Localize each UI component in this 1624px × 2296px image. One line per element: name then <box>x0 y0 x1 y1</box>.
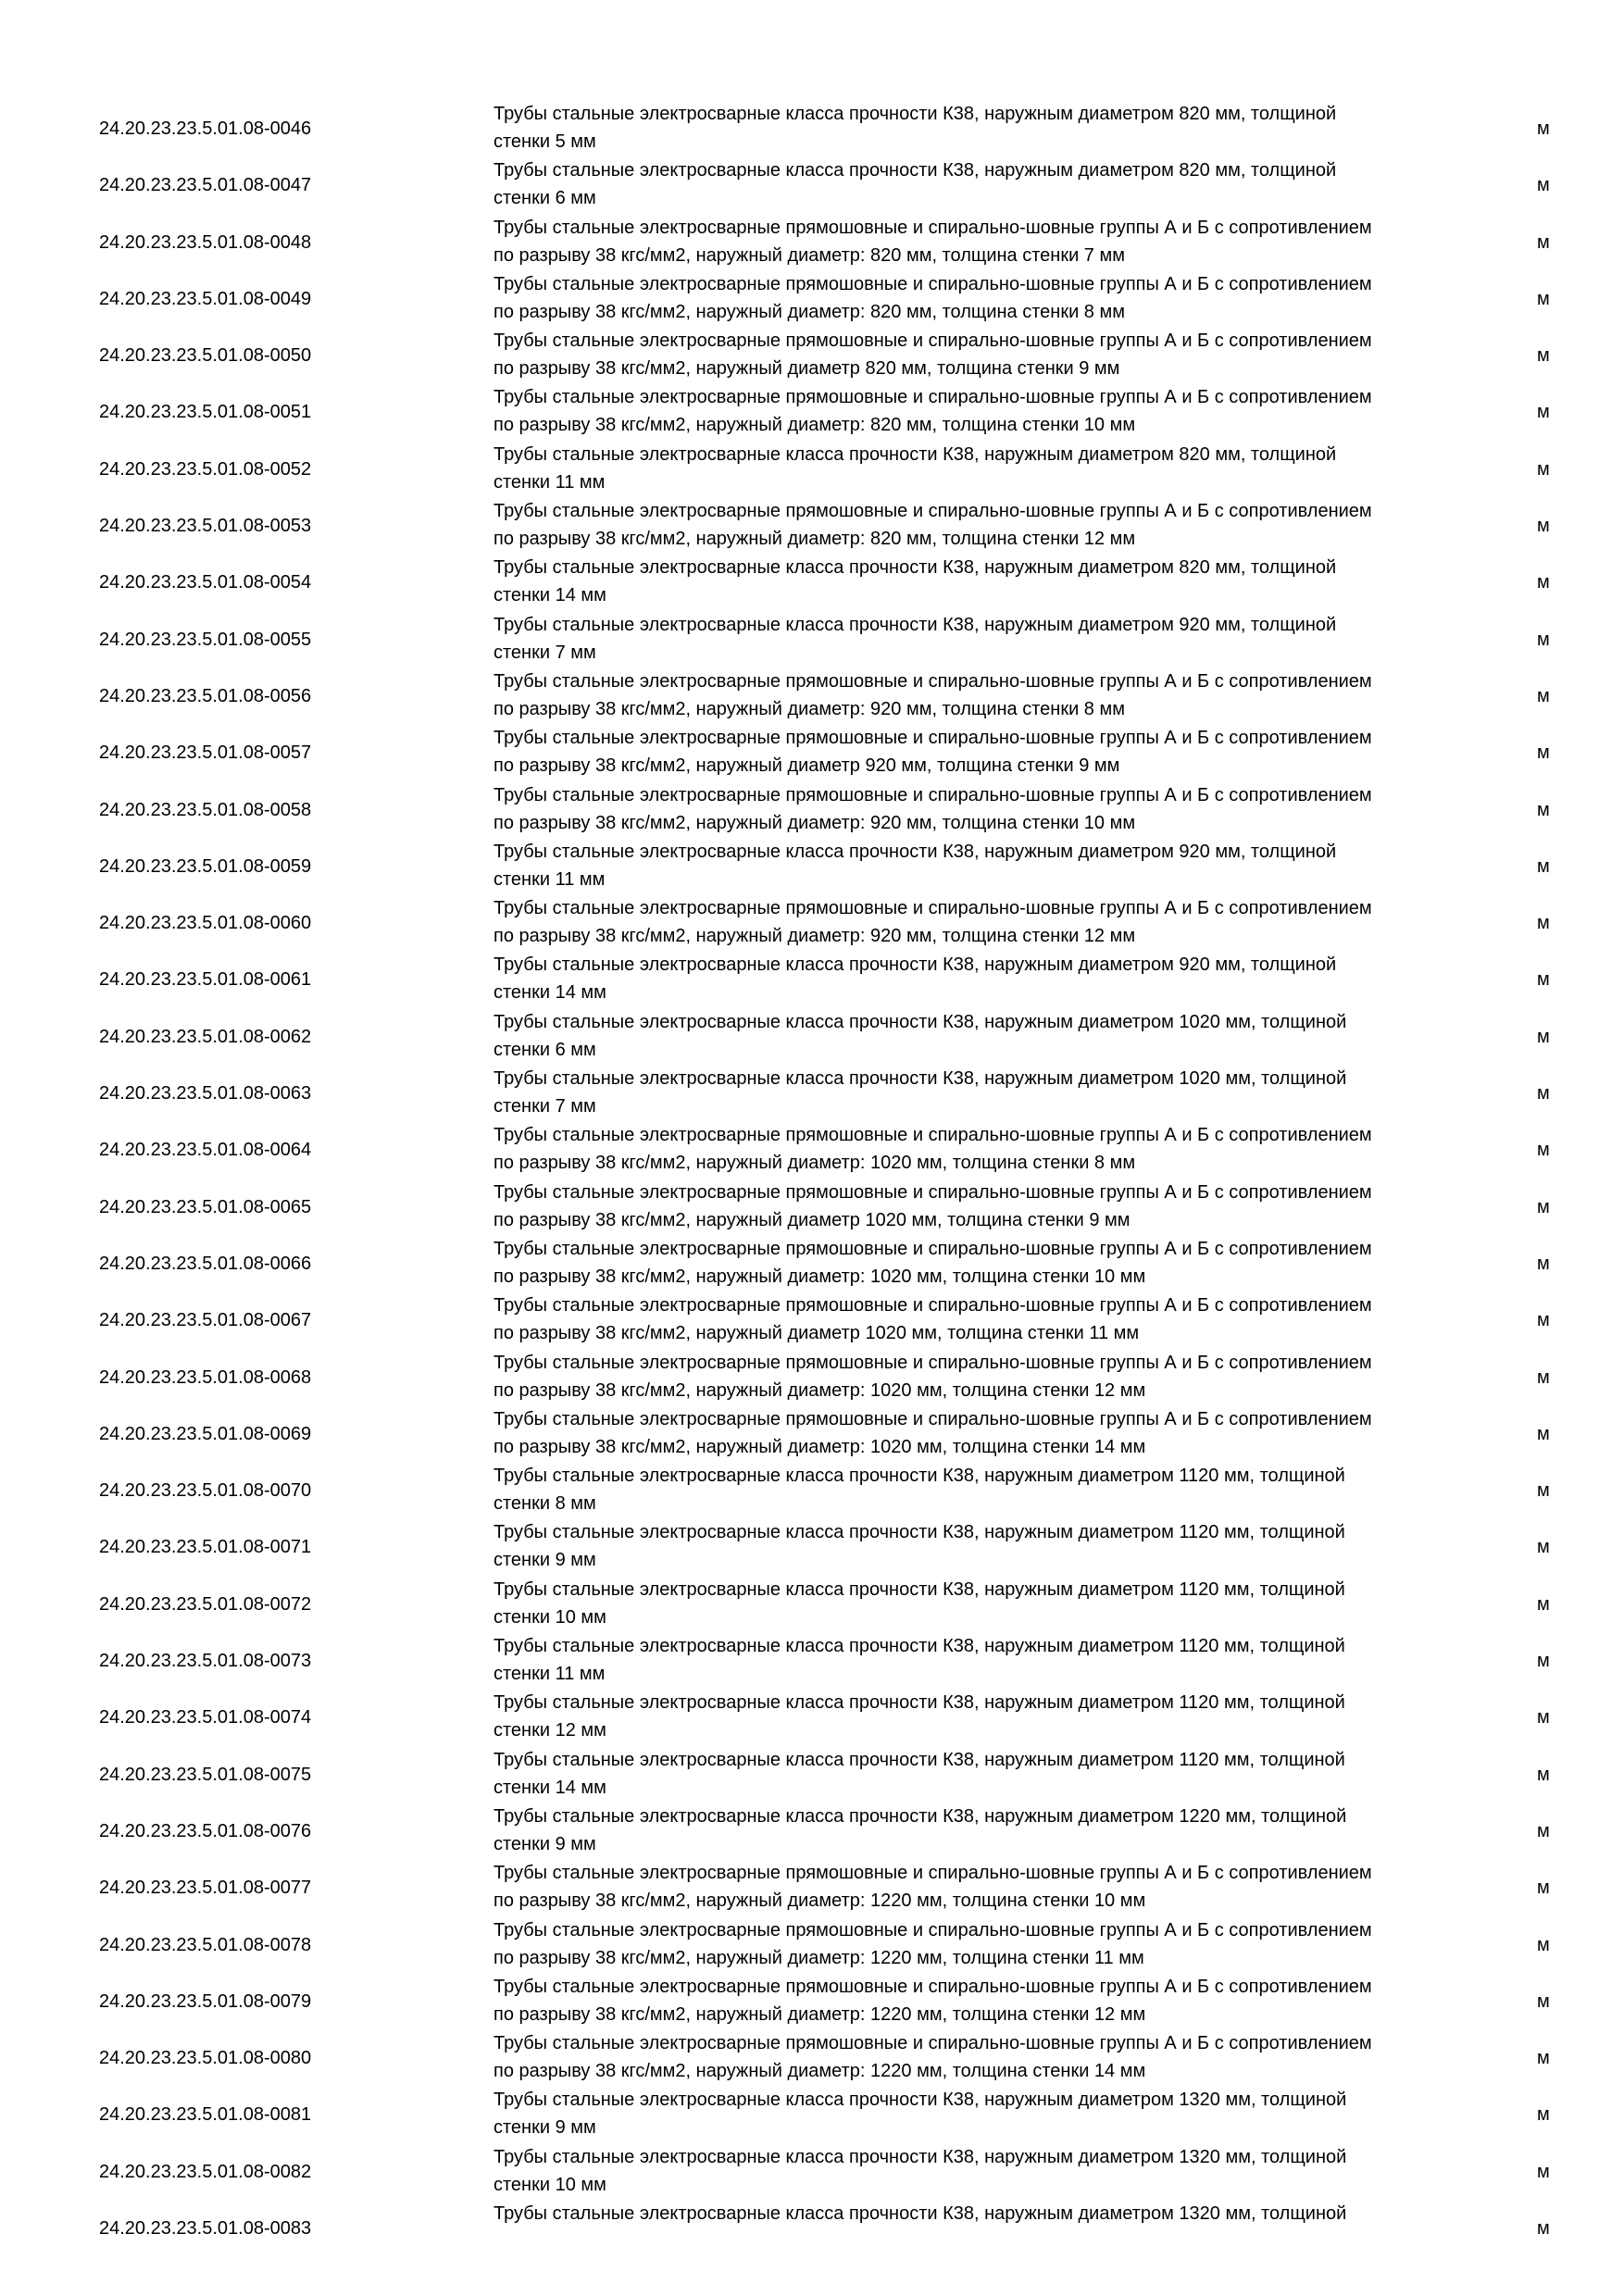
unit-of-measure: м <box>1537 1593 1550 1615</box>
description-line-2: стенки 14 мм <box>493 585 606 606</box>
table-row <box>0 1405 1624 1462</box>
unit-of-measure: м <box>1537 458 1550 480</box>
resource-code: 24.20.23.23.5.01.08-0078 <box>99 1934 312 1955</box>
description-line-1: Трубы стальные электросварные прямошовные и спирально-шовные группы А и Б с сопротивлением <box>493 898 1372 919</box>
description-line-1: Трубы стальные электросварные прямошовные и спирально-шовные группы А и Б с сопротивлением <box>493 728 1372 749</box>
resource-code: 24.20.23.23.5.01.08-0055 <box>99 629 312 650</box>
description-line-2: по разрыву 38 кгс/мм2, наружный диаметр 1020 мм, толщина стенки 11 мм <box>493 1323 1140 1344</box>
resource-description <box>493 1518 1493 1574</box>
resource-description <box>493 1179 1493 1234</box>
unit-of-measure: м <box>1537 685 1550 706</box>
unit-of-measure: м <box>1537 2217 1550 2239</box>
resource-code: 24.20.23.23.5.01.08-0048 <box>99 231 312 253</box>
resource-description <box>493 894 1493 950</box>
resource-code: 24.20.23.23.5.01.08-0067 <box>99 1310 312 1331</box>
unit-of-measure: м <box>1537 516 1550 537</box>
resource-description <box>493 1632 1493 1688</box>
description-line-1: Трубы стальные электросварные класса прочности К38, наружным диаметром 1220 мм, толщиной <box>493 1805 1347 1827</box>
resource-description <box>493 1746 1493 1802</box>
description-line-2: по разрыву 38 кгс/мм2, наружный диаметр: 820 мм, толщина стенки 7 мм <box>493 244 1125 266</box>
unit-of-measure: м <box>1537 175 1550 196</box>
table-row <box>0 1349 1624 1405</box>
description-line-1: Трубы стальные электросварные прямошовные и спирально-шовные группы А и Б с сопротивлением <box>493 1919 1372 1940</box>
table-row <box>0 554 1624 610</box>
unit-of-measure: м <box>1537 1026 1550 1047</box>
table-row <box>0 383 1624 440</box>
table-row <box>0 270 1624 327</box>
description-line-1: Трубы стальные электросварные класса прочности К38, наружным диаметром 820 мм, толщиной <box>493 104 1337 124</box>
table-row <box>0 838 1624 894</box>
unit-of-measure: м <box>1537 1764 1550 1785</box>
unit-of-measure: м <box>1537 1480 1550 1502</box>
description-line-1: Трубы стальные электросварные класса прочности К38, наружным диаметром 920 мм, толщиной <box>493 614 1337 635</box>
description-line-1: Трубы стальные электросварные прямошовные и спирально-шовные группы А и Б с сопротивлением <box>493 670 1372 692</box>
resource-code: 24.20.23.23.5.01.08-0051 <box>99 402 312 423</box>
unit-of-measure: м <box>1537 288 1550 309</box>
resource-code: 24.20.23.23.5.01.08-0054 <box>99 572 312 593</box>
description-line-2: стенки 14 мм <box>493 982 606 1004</box>
description-line-1: Трубы стальные электросварные класса прочности К38, наружным диаметром 1120 мм, толщиной <box>493 1466 1345 1487</box>
resource-description <box>493 1859 1493 1915</box>
description-line-1: Трубы стальные электросварные класса прочности К38, наружным диаметром 1120 мм, толщиной <box>493 1578 1345 1600</box>
table-row <box>0 1632 1624 1689</box>
resource-code: 24.20.23.23.5.01.08-0060 <box>99 913 312 934</box>
resource-description <box>493 838 1493 893</box>
description-line-2: стенки 7 мм <box>493 1096 596 1117</box>
description-line-1: Трубы стальные электросварные прямошовные и спирально-шовные группы А и Б с сопротивлением <box>493 387 1372 408</box>
unit-of-measure: м <box>1537 969 1550 991</box>
resource-code: 24.20.23.23.5.01.08-0068 <box>99 1366 312 1388</box>
resource-description <box>493 1973 1493 2028</box>
resource-description <box>493 1292 1493 1347</box>
description-line-2: стенки 6 мм <box>493 1039 596 1060</box>
resource-description <box>493 1405 1493 1461</box>
description-line-1: Трубы стальные электросварные прямошовные и спирально-шовные группы А и Б с сопротивлением <box>493 217 1372 238</box>
description-line-1: Трубы стальные электросварные класса прочности К38, наружным диаметром 1120 мм, толщиной <box>493 1692 1345 1714</box>
description-line-2: по разрыву 38 кгс/мм2, наружный диаметр: 820 мм, толщина стенки 12 мм <box>493 529 1136 550</box>
description-line-2: по разрыву 38 кгс/мм2, наружный диаметр 1020 мм, толщина стенки 9 мм <box>493 1209 1131 1230</box>
description-line-2: по разрыву 38 кгс/мм2, наружный диаметр: 1220 мм, толщина стенки 10 мм <box>493 1890 1146 1912</box>
resource-code: 24.20.23.23.5.01.08-0073 <box>99 1651 312 1672</box>
table-row <box>0 2029 1624 2086</box>
description-line-2: по разрыву 38 кгс/мм2, наружный диаметр 920 мм, толщина стенки 9 мм <box>493 755 1120 777</box>
description-line-1: Трубы стальные электросварные класса прочности К38, наружным диаметром 820 мм, толщиной <box>493 160 1337 181</box>
description-line-2: по разрыву 38 кгс/мм2, наружный диаметр: 1220 мм, толщина стенки 11 мм <box>493 1947 1144 1968</box>
description-line-2: по разрыву 38 кгс/мм2, наружный диаметр: 1020 мм, толщина стенки 14 мм <box>493 1436 1146 1457</box>
unit-of-measure: м <box>1537 2104 1550 2126</box>
resource-code: 24.20.23.23.5.01.08-0076 <box>99 1820 312 1841</box>
resource-code: 24.20.23.23.5.01.08-0069 <box>99 1423 312 1444</box>
resource-description <box>493 951 1493 1006</box>
resource-code: 24.20.23.23.5.01.08-0072 <box>99 1593 312 1615</box>
description-line-1: Трубы стальные электросварные прямошовные и спирально-шовные группы А и Б с сопротивлением <box>493 2033 1372 2054</box>
resource-description <box>493 1689 1493 1744</box>
table-row <box>0 1462 1624 1518</box>
description-line-2: по разрыву 38 кгс/мм2, наружный диаметр: 1020 мм, толщина стенки 10 мм <box>493 1266 1146 1287</box>
resource-code: 24.20.23.23.5.01.08-0083 <box>99 2217 312 2239</box>
unit-of-measure: м <box>1537 1196 1550 1217</box>
description-line-1: Трубы стальные электросварные прямошовные и спирально-шовные группы А и Б с сопротивлением <box>493 1352 1372 1373</box>
table-row <box>0 1689 1624 1745</box>
resource-description <box>493 2200 1493 2227</box>
resource-description <box>493 1349 1493 1404</box>
resource-code: 24.20.23.23.5.01.08-0053 <box>99 516 312 537</box>
description-line-1: Трубы стальные электросварные прямошовные и спирально-шовные группы А и Б с сопротивлением <box>493 331 1372 352</box>
unit-of-measure: м <box>1537 799 1550 820</box>
description-line-2: стенки 9 мм <box>493 1833 596 1854</box>
resource-description <box>493 2029 1493 2085</box>
resource-code: 24.20.23.23.5.01.08-0046 <box>99 119 312 139</box>
resource-description <box>493 327 1493 382</box>
description-line-1: Трубы стальные электросварные прямошовные и спирально-шовные группы А и Б с сопротивлением <box>493 784 1372 805</box>
unit-of-measure: м <box>1537 572 1550 593</box>
description-line-1: Трубы стальные электросварные класса прочности К38, наружным диаметром 920 мм, толщиной <box>493 841 1337 862</box>
description-line-1: Трубы стальные электросварные класса прочности К38, наружным диаметром 820 мм, толщиной <box>493 443 1337 465</box>
description-line-1: Трубы стальные электросварные прямошовные и спирально-шовные группы А и Б с сопротивлением <box>493 1408 1372 1429</box>
description-line-2: стенки 10 мм <box>493 1606 606 1628</box>
resource-description <box>493 2086 1493 2141</box>
unit-of-measure: м <box>1537 402 1550 423</box>
resource-description <box>493 1065 1493 1120</box>
resource-description <box>493 100 1493 156</box>
table-row <box>0 781 1624 838</box>
resource-code: 24.20.23.23.5.01.08-0062 <box>99 1026 312 1047</box>
unit-of-measure: м <box>1537 1310 1550 1331</box>
description-line-1: Трубы стальные электросварные класса прочности К38, наружным диаметром 1120 мм, толщиной <box>493 1522 1345 1543</box>
description-line-1: Трубы стальные электросварные прямошовные и спирально-шовные группы А и Б с сопротивлением <box>493 501 1372 522</box>
description-line-2: по разрыву 38 кгс/мм2, наружный диаметр: 1220 мм, толщина стенки 14 мм <box>493 2061 1146 2082</box>
table-row <box>0 1292 1624 1348</box>
table-row <box>0 1008 1624 1065</box>
description-line-1: Трубы стальные электросварные прямошовные и спирально-шовные группы А и Б с сопротивлением <box>493 1125 1372 1146</box>
table-row <box>0 2200 1624 2239</box>
resource-code: 24.20.23.23.5.01.08-0070 <box>99 1480 312 1502</box>
description-line-1: Трубы стальные электросварные класса прочности К38, наружным диаметром 1120 мм, толщиной <box>493 1749 1345 1770</box>
resource-description <box>493 1803 1493 1858</box>
unit-of-measure: м <box>1537 2161 1550 2182</box>
description-line-1: Трубы стальные электросварные класса прочности К38, наружным диаметром 1320 мм, толщиной <box>493 2146 1347 2167</box>
description-line-2: стенки 6 мм <box>493 188 596 209</box>
table-row <box>0 1803 1624 1859</box>
table-row <box>0 1746 1624 1803</box>
description-line-2: по разрыву 38 кгс/мм2, наружный диаметр 820 мм, толщина стенки 9 мм <box>493 358 1120 380</box>
resource-description <box>493 1235 1493 1291</box>
unit-of-measure: м <box>1537 629 1550 650</box>
table-row <box>0 1973 1624 2029</box>
unit-of-measure: м <box>1537 231 1550 253</box>
unit-of-measure: м <box>1537 1140 1550 1161</box>
table-row <box>0 2143 1624 2200</box>
description-line-2: стенки 7 мм <box>493 642 596 663</box>
description-line-2: стенки 9 мм <box>493 1550 596 1571</box>
resource-code: 24.20.23.23.5.01.08-0071 <box>99 1537 312 1558</box>
resource-code: 24.20.23.23.5.01.08-0082 <box>99 2161 312 2182</box>
resource-description <box>493 383 1493 439</box>
description-line-1: Трубы стальные электросварные класса прочности К38, наружным диаметром 1320 мм, толщиной <box>493 2090 1347 2111</box>
resource-description <box>493 156 1493 212</box>
resource-code: 24.20.23.23.5.01.08-0057 <box>99 742 312 764</box>
unit-of-measure: м <box>1537 1934 1550 1955</box>
description-line-1: Трубы стальные электросварные класса прочности К38, наружным диаметром 1120 мм, толщиной <box>493 1636 1345 1657</box>
description-line-1: Трубы стальные электросварные прямошовные и спирально-шовные группы А и Б с сопротивлением <box>493 1181 1372 1203</box>
resource-description <box>493 1576 1493 1631</box>
table-row <box>0 611 1624 668</box>
price-list-table <box>0 100 1624 2239</box>
resource-description <box>493 1008 1493 1064</box>
resource-code: 24.20.23.23.5.01.08-0064 <box>99 1140 312 1161</box>
resource-code: 24.20.23.23.5.01.08-0058 <box>99 799 312 820</box>
table-row <box>0 1065 1624 1121</box>
table-row <box>0 441 1624 497</box>
unit-of-measure: м <box>1537 119 1550 139</box>
resource-description <box>493 611 1493 667</box>
resource-code: 24.20.23.23.5.01.08-0075 <box>99 1764 312 1785</box>
table-row <box>0 1235 1624 1292</box>
description-line-1: Трубы стальные электросварные класса прочности К38, наружным диаметром 820 мм, толщиной <box>493 557 1337 579</box>
resource-code: 24.20.23.23.5.01.08-0061 <box>99 969 312 991</box>
description-line-2: по разрыву 38 кгс/мм2, наружный диаметр: 1020 мм, толщина стенки 8 мм <box>493 1153 1136 1174</box>
description-line-2: стенки 14 мм <box>493 1777 606 1798</box>
description-line-1: Трубы стальные электросварные класса прочности К38, наружным диаметром 1320 мм, толщиной <box>493 2202 1347 2224</box>
resource-code: 24.20.23.23.5.01.08-0049 <box>99 288 312 309</box>
unit-of-measure: м <box>1537 1423 1550 1444</box>
description-line-1: Трубы стальные электросварные прямошовные и спирально-шовные группы А и Б с сопротивлением <box>493 1238 1372 1259</box>
description-line-1: Трубы стальные электросварные класса прочности К38, наружным диаметром 1020 мм, толщиной <box>493 1011 1347 1032</box>
description-line-2: стенки 8 мм <box>493 1493 596 1515</box>
description-line-1: Трубы стальные электросварные прямошовные и спирально-шовные группы А и Б с сопротивлением <box>493 1295 1372 1316</box>
resource-description <box>493 441 1493 496</box>
resource-description <box>493 2143 1493 2199</box>
table-row <box>0 1576 1624 1632</box>
unit-of-measure: м <box>1537 1707 1550 1728</box>
resource-description <box>493 1121 1493 1177</box>
description-line-2: стенки 5 мм <box>493 131 596 152</box>
description-line-2: стенки 11 мм <box>493 868 606 890</box>
resource-code: 24.20.23.23.5.01.08-0066 <box>99 1253 312 1274</box>
unit-of-measure: м <box>1537 1537 1550 1558</box>
resource-description <box>493 270 1493 326</box>
description-line-1: Трубы стальные электросварные класса прочности К38, наружным диаметром 1020 мм, толщиной <box>493 1068 1347 1090</box>
unit-of-measure: м <box>1537 1651 1550 1672</box>
resource-code: 24.20.23.23.5.01.08-0081 <box>99 2104 312 2126</box>
table-row <box>0 2086 1624 2142</box>
resource-description <box>493 668 1493 723</box>
resource-code: 24.20.23.23.5.01.08-0074 <box>99 1707 312 1728</box>
table-row <box>0 1859 1624 1915</box>
description-line-2: по разрыву 38 кгс/мм2, наружный диаметр: 920 мм, толщина стенки 12 мм <box>493 926 1136 947</box>
unit-of-measure: м <box>1537 913 1550 934</box>
table-row <box>0 156 1624 213</box>
unit-of-measure: м <box>1537 2048 1550 2069</box>
description-line-2: по разрыву 38 кгс/мм2, наружный диаметр: 920 мм, толщина стенки 10 мм <box>493 812 1136 833</box>
description-line-2: по разрыву 38 кгс/мм2, наружный диаметр: 820 мм, толщина стенки 10 мм <box>493 415 1136 436</box>
resource-description <box>493 781 1493 837</box>
description-line-2: по разрыву 38 кгс/мм2, наружный диаметр: 920 мм, толщина стенки 8 мм <box>493 698 1125 719</box>
description-line-2: стенки 11 мм <box>493 1664 606 1685</box>
description-line-2: стенки 11 мм <box>493 471 606 493</box>
resource-description <box>493 497 1493 553</box>
resource-description <box>493 554 1493 609</box>
description-line-1: Трубы стальные электросварные прямошовные и спирально-шовные группы А и Б с сопротивлением <box>493 273 1372 294</box>
resource-code: 24.20.23.23.5.01.08-0080 <box>99 2048 312 2069</box>
resource-code: 24.20.23.23.5.01.08-0056 <box>99 685 312 706</box>
unit-of-measure: м <box>1537 742 1550 764</box>
table-row <box>0 724 1624 780</box>
table-row <box>0 327 1624 383</box>
resource-description <box>493 1916 1493 1972</box>
resource-description <box>493 214 1493 269</box>
resource-code: 24.20.23.23.5.01.08-0050 <box>99 345 312 367</box>
resource-code: 24.20.23.23.5.01.08-0052 <box>99 458 312 480</box>
table-row <box>0 668 1624 724</box>
description-line-2: стенки 9 мм <box>493 2117 596 2139</box>
table-row <box>0 497 1624 554</box>
table-row <box>0 214 1624 270</box>
description-line-2: по разрыву 38 кгс/мм2, наружный диаметр: 1020 мм, толщина стенки 12 мм <box>493 1379 1146 1401</box>
resource-code: 24.20.23.23.5.01.08-0047 <box>99 175 312 196</box>
description-line-1: Трубы стальные электросварные прямошовные и спирально-шовные группы А и Б с сопротивлением <box>493 1863 1372 1884</box>
resource-code: 24.20.23.23.5.01.08-0059 <box>99 855 312 877</box>
unit-of-measure: м <box>1537 1990 1550 2012</box>
unit-of-measure: м <box>1537 1366 1550 1388</box>
description-line-2: стенки 12 мм <box>493 1720 606 1741</box>
unit-of-measure: м <box>1537 1083 1550 1104</box>
description-line-2: по разрыву 38 кгс/мм2, наружный диаметр: 1220 мм, толщина стенки 12 мм <box>493 2003 1146 2025</box>
resource-code: 24.20.23.23.5.01.08-0077 <box>99 1878 312 1899</box>
description-line-2: по разрыву 38 кгс/мм2, наружный диаметр: 820 мм, толщина стенки 8 мм <box>493 301 1125 322</box>
resource-code: 24.20.23.23.5.01.08-0063 <box>99 1083 312 1104</box>
resource-code: 24.20.23.23.5.01.08-0079 <box>99 1990 312 2012</box>
unit-of-measure: м <box>1537 1878 1550 1899</box>
unit-of-measure: м <box>1537 345 1550 367</box>
table-row <box>0 1518 1624 1575</box>
table-row <box>0 951 1624 1007</box>
unit-of-measure: м <box>1537 855 1550 877</box>
description-line-1: Трубы стальные электросварные прямошовные и спирально-шовные группы А и Б с сопротивлением <box>493 1976 1372 1997</box>
resource-code: 24.20.23.23.5.01.08-0065 <box>99 1196 312 1217</box>
description-line-2: стенки 10 мм <box>493 2174 606 2195</box>
unit-of-measure: м <box>1537 1253 1550 1274</box>
table-row <box>0 100 1624 156</box>
table-row <box>0 1121 1624 1178</box>
resource-description <box>493 1462 1493 1517</box>
table-row <box>0 894 1624 951</box>
resource-description <box>493 724 1493 780</box>
table-row <box>0 1179 1624 1235</box>
table-row <box>0 1916 1624 1973</box>
description-line-1: Трубы стальные электросварные класса прочности К38, наружным диаметром 920 мм, толщиной <box>493 955 1337 976</box>
unit-of-measure: м <box>1537 1820 1550 1841</box>
